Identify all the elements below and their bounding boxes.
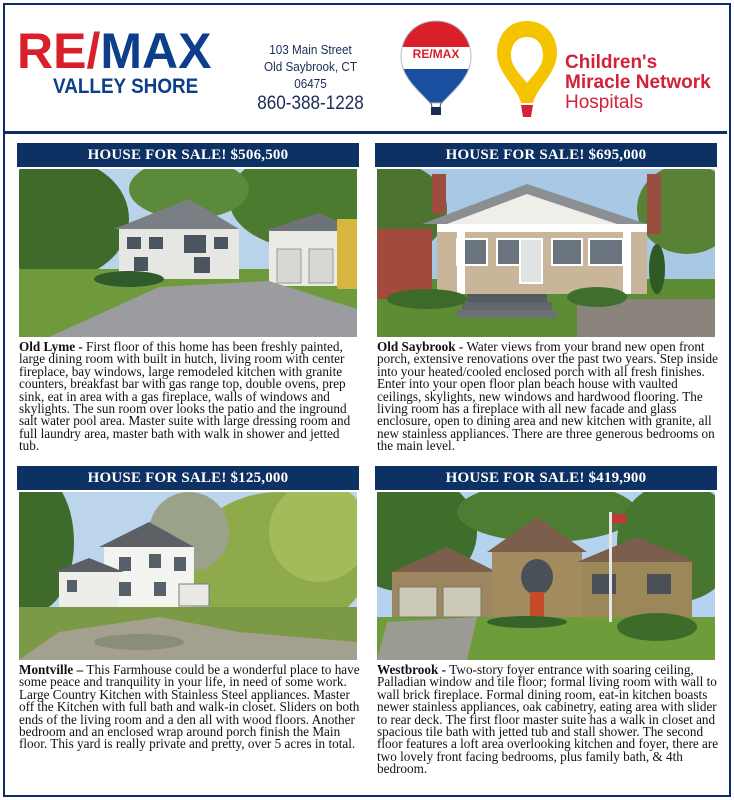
house-photo[interactable] [377,492,715,660]
cmn-balloon-icon [495,17,565,121]
remax-logo[interactable] [17,23,227,99]
listing-banner: HOUSE FOR SALE! $506,500 [17,143,359,167]
listing-town: Old Saybrook - [377,339,467,354]
phone-number[interactable]: 860-388-1228 [257,93,364,114]
remax-wordmark-max: MAX [100,23,212,79]
house-photo[interactable] [19,492,357,660]
header [5,5,727,134]
listing-banner: HOUSE FOR SALE! $125,000 [17,466,359,490]
remax-wordmark-re: RE/ [17,23,101,79]
listing-text: Water views from your brand new open front porch, extensive renovations over the past two years. Step inside into your heated/cooled enclosed porch with all fresh finishes. Enter into your open floor plan beach house with vaulted ceilings, skylights, new windows and hardwood flooring. The living room has a fireplace with all new facade and glass enclosure, open to dining area and new kitchen with granite, all new stainless appliances. There are three generous bedrooms on the main level. [377,339,718,454]
listing-description [377,664,719,776]
listing-text: Two-story foyer entrance with soaring ceiling, Palladian window and tile floor; formal living room with wall to wall brick fireplace. Formal dining room, eat-in kitchen boasts newer stainless appliances, oak cabinetry, eating area with slider to rear deck. The first floor master suite has a walk in closet and spacious tile bath with jetted tub and stall shower. The second floor features a loft area overlooking kitchen and foyer, there are two lovely front facing bedrooms, plus family bath, & 4th bedroom. [377,662,719,777]
listing-westbrook [375,466,719,777]
cmn-hospitals-logo[interactable] [495,17,725,121]
remax-balloon-logo[interactable] [397,17,475,119]
listing-banner: HOUSE FOR SALE! $695,000 [375,143,717,167]
cmn-wordmark [565,53,711,113]
cmn-line1: Children's [565,52,658,73]
listing-town: Montville – [19,662,87,677]
remax-wordmark [17,23,227,79]
listing-description [19,341,361,453]
office-contact [243,41,378,116]
listing-banner: HOUSE FOR SALE! $419,900 [375,466,717,490]
listing-description [19,664,361,751]
cmn-line3: Hospitals [565,92,644,113]
listing-text: First floor of this home has been freshly painted, large dining room with built in hutch, living room with center fireplace, bay windows, large remodeled kitchen with granite counters, breakfast bar with gas range top, double ovens, prep sink, eat in area with a gas fireplace, walls of windows and skylights. The sun room over looks the patio and the inground salt water pool area. Master suite with large dressing room and full laundry area, master bath with walk in shower and jetted tub. [19,339,351,454]
address-line1: 103 Main Street [269,42,352,57]
office-name: VALLEY SHORE [53,75,199,98]
balloon-label: RE/MAX [412,47,460,61]
listing-old-lyme [17,143,359,454]
listing-montville [17,466,360,752]
listing-description [377,341,719,453]
house-photo[interactable] [377,169,715,337]
listing-text: This Farmhouse could be a wonderful place to have some peace and tranquility in your life, in need of some work. Large Country Kitchen with Stainless Steel appliances. Master off the Kitchen with full bath and walk-in closet. Sliders on both ends of the living room and a den all with wood floors. Another bedroom and an enclosed wrap around porch finish the Main floor. This yard is really private and pretty, over 5 acres in total. [19,662,360,752]
cmn-line2: Miracle Network [565,72,711,93]
house-photo[interactable] [19,169,357,337]
listing-town: Westbrook - [377,662,450,677]
listing-town: Old Lyme - [19,339,87,354]
address-line2: Old Saybrook, CT 06475 [263,59,357,91]
listing-old-saybrook [375,143,718,454]
